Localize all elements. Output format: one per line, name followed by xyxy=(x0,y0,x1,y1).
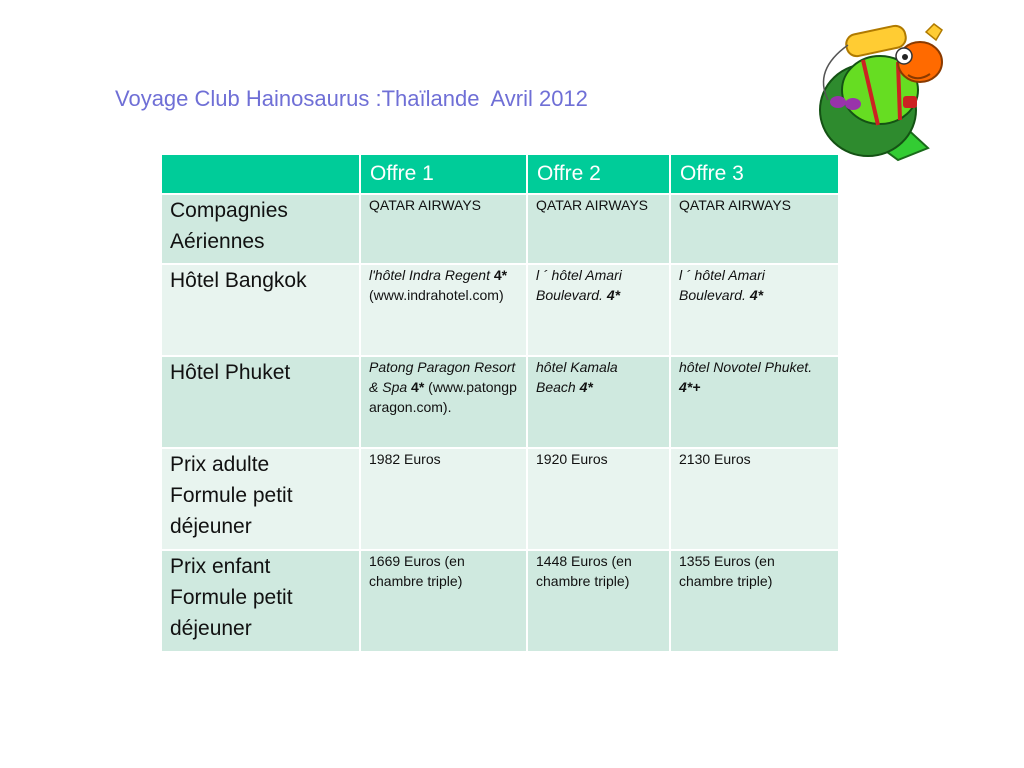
table-row-prix-enfant xyxy=(161,550,839,652)
header-offre-3: Offre 3 xyxy=(670,154,839,194)
hotel-url: (www.patongparagon.com). xyxy=(369,379,517,415)
row-label-airlines: Compagnies Aériennes xyxy=(161,194,360,264)
row-label-prix-enfant: Prix enfant Formule petit déjeuner xyxy=(161,550,360,652)
dinosaur-mascot-icon xyxy=(808,20,958,170)
page-title: Voyage Club Hainosaurus :Thaïlande Avril 2012 xyxy=(115,86,588,111)
table-header-row xyxy=(161,154,839,194)
hotel-stars: 4* xyxy=(606,287,621,303)
hotel-stars: 4* xyxy=(411,379,425,395)
table-row-hotel-phuket xyxy=(161,356,839,448)
prix-enfant-offre-2: 1448 Euros (en chambre triple) xyxy=(527,550,670,652)
row-label-hotel-phuket: Hôtel Phuket xyxy=(161,356,360,448)
row-label-hotel-bangkok: Hôtel Bangkok xyxy=(161,264,360,356)
offers-table xyxy=(160,153,840,653)
hotel-stars: 4* xyxy=(493,267,508,283)
airlines-offre-3: QATAR AIRWAYS xyxy=(670,194,839,264)
hotel-name: l ´ hôtel Amari Boulevard. xyxy=(679,267,765,303)
table-row-prix-adulte xyxy=(161,448,839,550)
hotel-name: hôtel Kamala Beach xyxy=(536,359,618,395)
airlines-offre-2: QATAR AIRWAYS xyxy=(527,194,670,264)
header-empty-cell xyxy=(161,154,360,194)
prix-enfant-offre-3: 1355 Euros (en chambre triple) xyxy=(670,550,839,652)
hotel-stars: 4* xyxy=(749,287,764,303)
bangkok-offre-1 xyxy=(360,264,527,356)
row-label-prix-adulte: Prix adulte Formule petit déjeuner xyxy=(161,448,360,550)
phuket-offre-1 xyxy=(360,356,527,448)
airlines-offre-1: QATAR AIRWAYS xyxy=(360,194,527,264)
header-offre-1: Offre 1 xyxy=(360,154,527,194)
bangkok-offre-2 xyxy=(527,264,670,356)
hotel-name: l'hôtel Indra Regent xyxy=(369,267,490,283)
bangkok-offre-3 xyxy=(670,264,839,356)
header-offre-2: Offre 2 xyxy=(527,154,670,194)
prix-adulte-offre-3: 2130 Euros xyxy=(670,448,839,550)
prix-adulte-offre-1: 1982 Euros xyxy=(360,448,527,550)
prix-adulte-offre-2: 1920 Euros xyxy=(527,448,670,550)
hotel-name: hôtel Novotel Phuket. xyxy=(679,359,813,375)
table-row-airlines xyxy=(161,194,839,264)
table-row-hotel-bangkok xyxy=(161,264,839,356)
hotel-stars: 4*+ xyxy=(679,379,701,395)
hotel-url: (www.indrahotel.com) xyxy=(369,287,504,303)
prix-enfant-offre-1: 1669 Euros (en chambre triple) xyxy=(360,550,527,652)
hotel-stars: 4* xyxy=(579,379,593,395)
hotel-name: Patong Paragon Resort & Spa xyxy=(369,359,516,395)
phuket-offre-3 xyxy=(670,356,839,448)
phuket-offre-2 xyxy=(527,356,670,448)
hotel-name: l ´ hôtel Amari Boulevard. xyxy=(536,267,622,303)
